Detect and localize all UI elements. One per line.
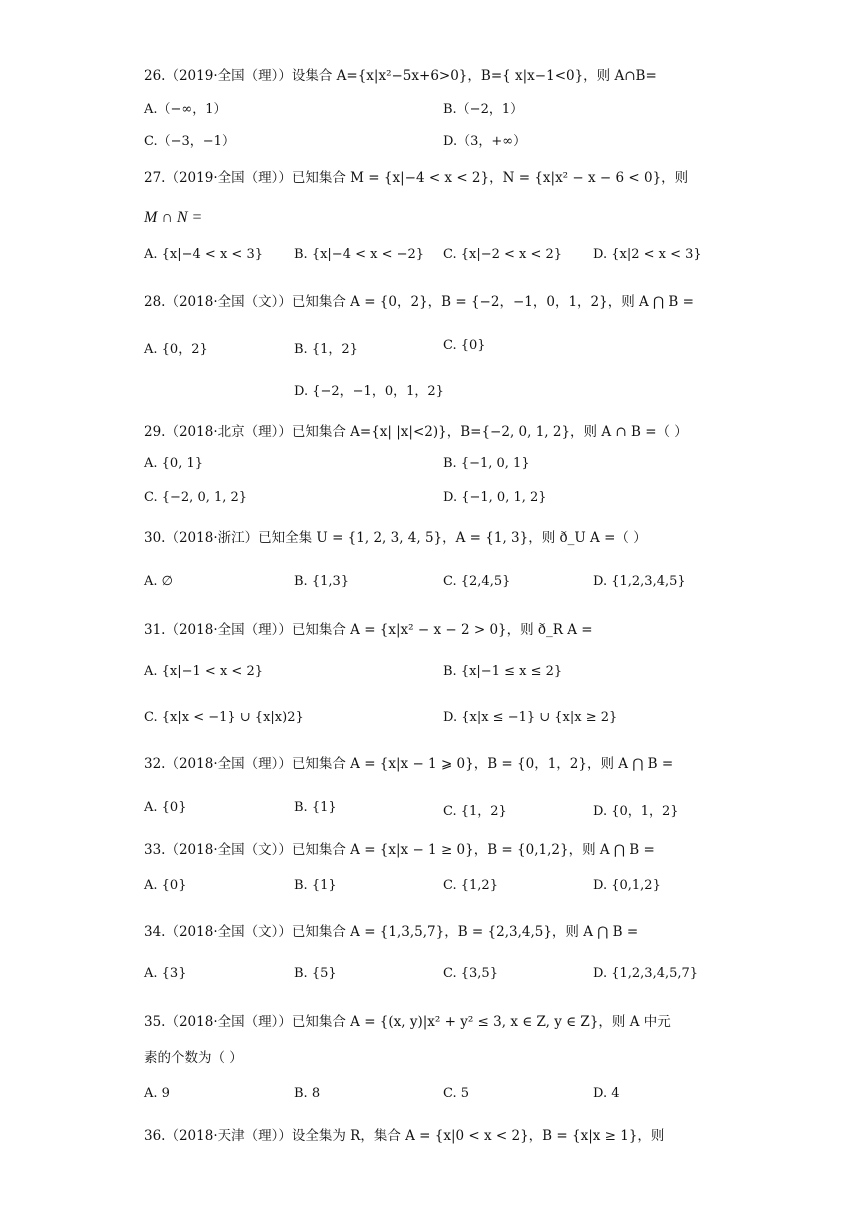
q31-option-d: D. {x|x ≤ −1} ∪ {x|x ≥ 2}	[443, 710, 618, 725]
q33-option-c: C. {1,2}	[443, 878, 498, 893]
q34-option-c: C. {3,5}	[443, 966, 498, 981]
question-32-stem: 32.（2018·全国（理））已知集合 A = {x|x − 1 ⩾ 0}，B = {0，1，2}，则 A ⋂ B =	[144, 756, 674, 772]
q31-option-a: A. {x|−1 < x < 2}	[144, 664, 263, 679]
q28-option-a: A. {0，2}	[144, 342, 208, 357]
q29-option-c: C. {−2, 0, 1, 2}	[144, 490, 248, 505]
question-28-stem: 28.（2018·全国（文））已知集合 A = {0，2}，B = {−2，−1，0，1，2}，则 A ⋂ B =	[144, 294, 694, 310]
q28-option-b: B. {1，2}	[294, 342, 358, 357]
q34-option-d: D. {1,2,3,4,5,7}	[593, 966, 699, 981]
question-34-stem: 34.（2018·全国（文））已知集合 A = {1,3,5,7}，B = {2,3,4,5}，则 A ⋂ B =	[144, 924, 639, 940]
q34-option-b: B. {5}	[294, 966, 337, 981]
q27-option-b: B. {x|−4 < x < −2}	[294, 247, 425, 262]
q33-option-a: A. {0}	[144, 878, 187, 893]
q30-option-c: C. {2,4,5}	[443, 574, 511, 589]
q26-option-b: B.（−2，1）	[443, 102, 524, 117]
q29-option-a: A. {0, 1}	[144, 456, 204, 471]
q33-option-d: D. {0,1,2}	[593, 878, 661, 893]
question-35-stem: 35.（2018·全国（理））已知集合 A = {(x, y)|x² + y² ≤ 3, x ∈ Z, y ∈ Z}，则 A 中元	[144, 1014, 671, 1030]
question-29-stem: 29.（2018·北京（理））已知集合 A={x| |x|<2)}，B={−2, 0, 1, 2}，则 A ∩ B =（ ）	[144, 424, 688, 440]
q29-option-b: B. {−1, 0, 1}	[443, 456, 530, 471]
question-33-stem: 33.（2018·全国（文））已知集合 A = {x|x − 1 ≥ 0}，B = {0,1,2}，则 A ⋂ B =	[144, 842, 655, 858]
q26-option-c: C.（−3，−1）	[144, 134, 235, 149]
q30-option-b: B. {1,3}	[294, 574, 350, 589]
q30-option-a: A. ∅	[144, 574, 173, 589]
q31-option-c: C. {x|x < −1} ∪ {x|x)2}	[144, 710, 304, 725]
question-27-stem-cont: M ∩ N =	[144, 209, 203, 226]
q32-option-a: A. {0}	[144, 800, 187, 815]
q26-option-d: D.（3，+∞）	[443, 134, 527, 149]
q30-option-d: D. {1,2,3,4,5}	[593, 574, 686, 589]
q28-option-d: D. {−2，−1，0，1，2}	[294, 384, 444, 399]
q29-option-d: D. {−1, 0, 1, 2}	[443, 490, 547, 505]
q35-option-b: B. 8	[294, 1086, 321, 1101]
q32-option-c: C. {1，2}	[443, 804, 507, 819]
question-31-stem: 31.（2018·全国（理））已知集合 A = {x|x² − x − 2 > 0}，则 ð_R A =	[144, 622, 593, 638]
q35-option-a: A. 9	[144, 1086, 170, 1101]
q31-option-b: B. {x|−1 ≤ x ≤ 2}	[443, 664, 563, 679]
question-30-stem: 30.（2018·浙江）已知全集 U = {1, 2, 3, 4, 5}，A = {1, 3}，则 ð_U A =（ ）	[144, 530, 647, 546]
q32-option-d: D. {0，1，2}	[593, 804, 679, 819]
q35-option-c: C. 5	[443, 1086, 470, 1101]
q28-option-c: C. {0}	[443, 338, 486, 353]
question-35-stem-cont: 素的个数为（ ）	[144, 1050, 243, 1066]
question-26-stem: 26.（2019·全国（理））设集合 A={x|x²−5x+6>0}，B={ x|x−1<0}，则 A∩B=	[144, 68, 657, 84]
q33-option-b: B. {1}	[294, 878, 337, 893]
q27-option-d: D. {x|2 < x < 3}	[593, 247, 702, 262]
q32-option-b: B. {1}	[294, 800, 337, 815]
question-27-stem: 27.（2019·全国（理））已知集合 M = {x|−4 < x < 2}，N = {x|x² − x − 6 < 0}，则	[144, 170, 689, 186]
q27-option-c: C. {x|−2 < x < 2}	[443, 247, 563, 262]
q27-option-a: A. {x|−4 < x < 3}	[144, 247, 263, 262]
q26-option-a: A.（−∞，1）	[144, 102, 227, 117]
question-36-stem: 36.（2018·天津（理））设全集为 R，集合 A = {x|0 < x < 2}，B = {x|x ≥ 1}，则	[144, 1128, 665, 1144]
q35-option-d: D. 4	[593, 1086, 620, 1101]
q34-option-a: A. {3}	[144, 966, 187, 981]
